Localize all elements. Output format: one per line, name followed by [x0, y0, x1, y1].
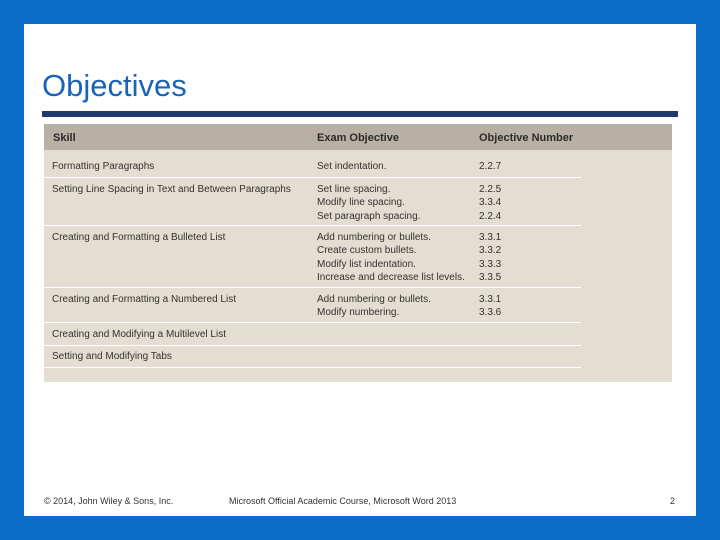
- cell-skill: Creating and Modifying a Multilevel List: [52, 329, 226, 340]
- footer-page-number: 2: [670, 496, 676, 506]
- cell-objective: Add numbering or bullets. Modify numbering.: [317, 294, 431, 319]
- slide: [24, 24, 696, 516]
- cell-number: 2.2.5 3.3.4 2.2.4: [479, 184, 502, 222]
- row-separator: [44, 225, 581, 226]
- cell-number: 3.3.1 3.3.6: [479, 294, 502, 319]
- cell-skill: Setting Line Spacing in Text and Between Paragraphs: [52, 184, 291, 195]
- cell-objective: Add numbering or bullets. Create custom bullets. Modify list indentation. Increase and decrease list levels.: [317, 232, 465, 283]
- row-separator: [44, 287, 581, 288]
- row-separator: [44, 177, 581, 178]
- footer-copyright: © 2014, John Wiley & Sons, Inc.: [44, 496, 174, 506]
- footer-course-title: Microsoft Official Academic Course, Microsoft Word 2013: [229, 496, 457, 506]
- objectives-table: [44, 124, 672, 382]
- slide-title: Objectives: [42, 68, 187, 103]
- cell-skill: Formatting Paragraphs: [52, 161, 155, 172]
- row-separator: [44, 367, 581, 368]
- header-exam-objective: Exam Objective: [317, 132, 399, 144]
- header-skill: Skill: [53, 132, 76, 144]
- cell-skill: Setting and Modifying Tabs: [52, 351, 172, 362]
- row-separator: [44, 322, 581, 323]
- row-separator: [44, 345, 581, 346]
- table-header: [44, 124, 672, 150]
- cell-objective: Set line spacing. Modify line spacing. Set paragraph spacing.: [317, 184, 421, 222]
- header-objective-number: Objective Number: [479, 132, 574, 144]
- cell-number: 3.3.1 3.3.2 3.3.3 3.3.5: [479, 232, 502, 283]
- title-divider: [42, 111, 678, 117]
- cell-skill: Creating and Formatting a Numbered List: [52, 294, 236, 305]
- cell-objective: Set indentation.: [317, 161, 387, 172]
- cell-skill: Creating and Formatting a Bulleted List: [52, 232, 226, 243]
- cell-number: 2.2.7: [479, 161, 502, 172]
